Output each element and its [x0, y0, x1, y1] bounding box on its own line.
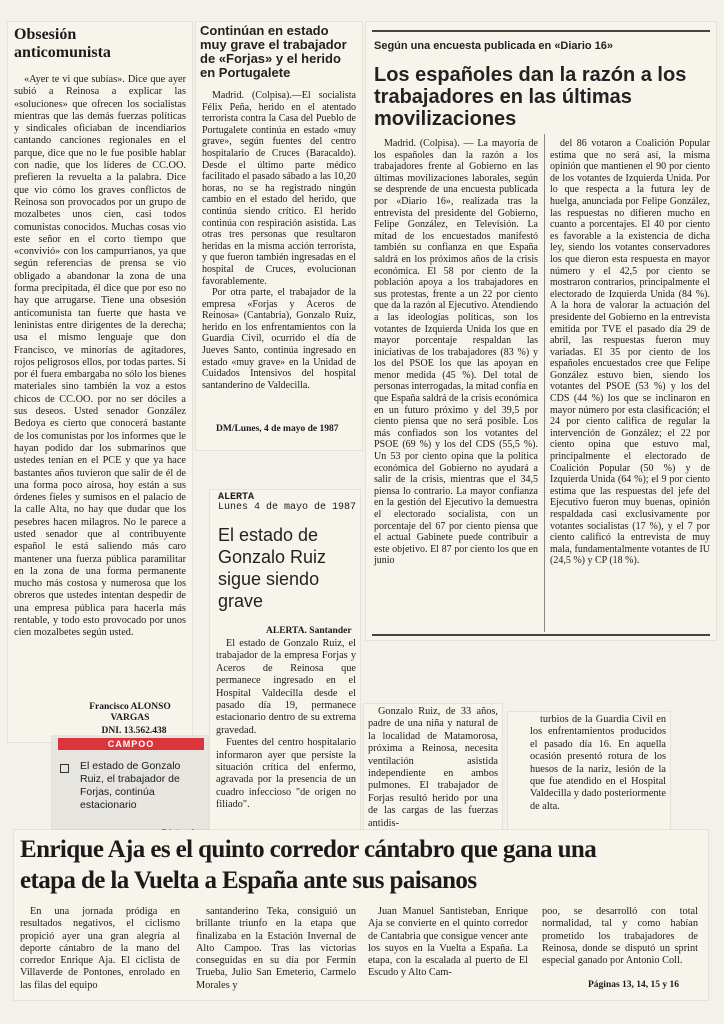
obsesion-signature: Francisco ALONSO VARGAS: [89, 702, 171, 723]
encuesta-col2: [550, 138, 710, 567]
encuesta-col1: [374, 138, 538, 567]
alerta-col2-text: Gonzalo Ruiz, de 33 años, padre de una niña y natural de la localidad de Matamorosa, próxima a Reinosa, necesita ventilación asistida independiente en ambos pulmones. El trabajador de Forjas resultó herido por una de las cargas de las fuerzas antidis-: [368, 706, 498, 829]
clip-alerta-col3: [508, 712, 670, 840]
aja-col1-text: En una jornada pródiga en resultados negativos, el ciclismo propició ayer una gran alegría al deporte cántabro de la mano del corredor Enrique Aja. El ciclista de Villaverde de Pontones, enrolado en las filas del equipo: [20, 906, 180, 991]
alerta-body: [216, 638, 356, 812]
alerta-date: Lunes 4 de mayo de 1987: [218, 502, 357, 513]
campoo-item: El estado de Gonzalo Ruiz, el trabajador de Forjas, continúa estacionario: [80, 760, 181, 811]
alerta-p1: El estado de Gonzalo Ruiz, el trabajador de la empresa Forjas y Aceros de Reinosa que permanece ingresado en el Hospital Valdecilla desde el pasado día 19, permanece estacionario dentro de su extrema gravedad.: [216, 638, 356, 736]
alerta-col2: [368, 706, 498, 830]
forjas-title: Continúan en estado muy grave el trabajador de «Forjas» y el herido en Portugalete: [200, 23, 347, 80]
obsesion-text: «Ayer te vi que subías». Dice que ayer subió a Reinosa a explicar las «soluciones» que ofrecen los socialistas mientras que las demás fuerzas políticas y sindicales oficiaban de incendiarios cantando canciones regionales en el parque, dice que no le fue posible hablar con nadie, que los líderes de CC.OO. prefieren la revuelta a la palabra. Dice que vio cómo los graves conflictos de Reinosa son provocados por un grupo de mozalbetes unos cien, casi todos comunistas conocidos. Muchas cosas vio este señor en el corto tiempo que «convivió» con los campurrianos, ya que según referencias de prensa se vio obligado a abandonar la zona de una forma precipitada, él dice que por eso no hay que arrugarse. Tiene una obsesión anticomunista tan fuerte que hasta ve leninistas entre dirigentes de la derecha; usa el mismo lenguaje que don Francisco, ve minorías de agitadores, rojos peligrosos ellos, por todas partes. Si por él fuera embargaba no sólo los bienes materiales sino también la voz a estos chicos de CC.OO. por no ser dóciles a sus deseos. Usted senador González Bedoya es cierto que conocerá bastante de los comunistas por los informes que le hayan podido dar los submarinos que ustedes tenían en el PCE y que ya hace bastantes años tuvieron que salir de él de una forma poco airosa, hoy están a sus órdenes fieles y sumisos en el palacio de la calle Alta, no hay que dudar que los pesebres hacen milagros. No le parece a usted senador que al contribuyente español le está saliendo más caro mantener una fuerza pública paramilitar en la zona de una forma permanente mucho más costosa y numerosa que los obreros que ustedes intentan despedir de una empresa pública para hacerla más rentable, y todo esto provocado por unos cien mozalbetes según usted.: [14, 74, 186, 639]
alerta-p2: Fuentes del centro hospitalario informaron ayer que persiste la situación crítica del enfermo, agravada por la presencia de un cuadro infeccioso "de origen no filiado".: [216, 737, 356, 811]
alerta-col3: [530, 714, 666, 813]
aja-col4: [542, 906, 698, 967]
encuesta-col-rule: [544, 134, 545, 632]
forjas-p2: Por otra parte, el trabajador de la empresa «Forjas y Aceros de Reinosa» (Cantabria), Gonzalo Ruiz, herido en los enfrentamientos con la Guardia Civil, ocurrido el día de Jueves Santo, continúa ingresado en estado «muy grave» en la Unidad de Cuidados Intensivos del hospital santanderino de Valdecilla.: [202, 287, 356, 391]
obsesion-dni: DNI. 13.562.438: [101, 726, 167, 736]
clip-campoo: [52, 736, 208, 840]
aja-col2-text: santanderino Teka, consiguió un brillante triunfo en la etapa que finalizaba en la Estación Invernal de Alto Campoo. Tras las victorias conseguidas en su día por Fermín Trueba, Julio San Emeterio, Carmelo Morales y: [196, 906, 356, 991]
aja-col3: [368, 906, 528, 980]
aja-col2: [196, 906, 356, 992]
aja-col4-text: poo, se desarrolló con total normalidad, tal y como habían prometido los trabajadores de Reinosa, donde se disputó un sprint especial ganado por Antonio Coll.: [542, 906, 698, 967]
campoo-checkbox: [60, 764, 69, 773]
clip-encuesta: [366, 22, 716, 640]
encuesta-title: Los españoles dan la razón a los trabajadores en las últimas movilizaciones: [374, 64, 687, 130]
clip-obsesion-anticomunista: [8, 22, 192, 742]
obsesion-title: Obsesión anticomunista: [14, 26, 111, 61]
alerta-header: ALERTA: [218, 492, 255, 503]
alerta-col3-text: turbios de la Guardia Civil en los enfrentamientos producidos el pasado día 16. En aquella ocasión presentó rotura de los huesos de la nariz, lesión de la que fue atendido en el Hospital Valdecilla y dado posteriormente de alta.: [530, 714, 666, 812]
aja-pages: Páginas 13, 14, 15 y 16: [588, 980, 680, 990]
campoo-header: CAMPOO: [107, 739, 155, 749]
clip-alerta: [210, 490, 360, 840]
clip-aja: [14, 830, 708, 1000]
aja-col3-text: Juan Manuel Santisteban, Enrique Aja se convierte en el quinto corredor de Cantabria que consigue vencer ante los suyos en la Vuelta a España. La etapa, con la escalada al puerto de El Escudo y Alto Cam-: [368, 906, 528, 979]
forjas-p1: Madrid. (Colpisa).—El socialista Félix Peña, herido en el atentado terrorista contra la Casa del Pueblo de Portugalete continúa en estado «muy grave», según fuentes del centro hospitalario de Cruces (Baracaldo). Desde el último parte médico facilitado el pasado sábado a las 10,20 horas, no se ha registrado ningún cambio en el estado del herido, que continúa siendo crítico. El herido continúa con respiración asistida. Las otras tres personas que resultaron heridas en la misma acción terrorista, y que fueron también ingresadas en el hospital de Cruces, evolucionan favorablemente.: [202, 90, 356, 287]
clip-forjas: [196, 22, 362, 450]
encuesta-bottom-rule: [372, 634, 710, 636]
alerta-dateline: ALERTA. Santander: [266, 626, 352, 636]
encuesta-col1-text: Madrid. (Colpisa). — La mayoría de los españoles dan la razón a los trabajadores frente al Gobierno en las últimas movilizaciones laborales, según se desprende de una encuesta publicada por «Diario 16», realizada tras la entrevista del presidente del Gobierno, Felipe González, en Televisión. La mitad de los encuestados manifestó también su confianza en que España saldrá en los próximos años de la crisis económica. El 58 por ciento de la población apoya a los trabajadores en sus protestas, frente a un 22 por ciento que da la razón al Ejecutivo. Atendiendo a las ideologías políticas, son los votantes de Izquierda Unida los que en mayor porcentaje respaldan las iniciativas de los trabajadores (83 %) y los del PSOE los que las apoyan en menor medida (45 %). Del total de personas interrogadas, la mitad confía en que España saldrá de la crisis económica en un futuro próximo y del 39,5 por ciento piensa que no será posible. Los más confiados son los votantes del PSOE (69 %) y los del CDS (55,5 %). Un 53 por ciento opina que la política económica del Gobierno no ayudará a salir de la crisis, mientras que el 34,5 piensa lo contrario. La mayor confianza en la gestión del Ejecutivo la demuestra el electorado socialista, con un porcentaje del 67 por ciento piensa que el actual Gabinete puede contribuir a este objetivo. El 87 por ciento los que en junio: [374, 138, 538, 567]
alerta-title: El estado de Gonzalo Ruiz sigue siendo grave: [218, 525, 327, 611]
clip-alerta-col2: [364, 704, 502, 840]
encuesta-kicker: Según una encuesta publicada en «Diario 16»: [374, 40, 614, 52]
encuesta-col2-text: del 86 votaron a Coalición Popular estima que no será así, la misma opinión que mantienen el 90 por ciento de los votantes de Izquierda Unida. Por lo que respecta a la futura ley de huelga, anunciada por Felipe González, las respuestas no difieren mucho en cuanto a porcentajes. El 40 por ciento es favorable a la existencia de dicha ley, siendo los votantes conservadores los que dieron esta respuesta en mayor número y el 42,5 por ciento se mostraron contrarios, principalmente el electorado de Izquierda Unida (84 %). A la hora de valorar la actuación del presidente del Gobierno en la entrevista emitida por TVE el pasado día 29 de abril, las respuestas fueron muy variadas. El 35 por ciento de los españoles encuestados cree que Felipe González estuvo bien, siendo los votantes del PSOE (53 %) y los del CDS (44 %) los que se inclinaron en mayor número por esta clasificación; el 24 por ciento califica de regular la intervención de González; el 22 por ciento opina que estuvo mal, principalmente el electorado de Coalición Popular (50 %) y de Izquierda Unida (64 %); el 9 por ciento estima que las respuestas del jefe del Ejecutivo fueron muy buenas, opinión respaldada casi exclusivamente por votantes socialistas (17 %), y el 7 por ciento calificó la entrevista de muy mala, fundamentalmente votantes de IU (24,5 %) y CP (18 %).: [550, 138, 710, 567]
forjas-body: [202, 90, 356, 391]
encuesta-top-rule: [372, 30, 710, 32]
aja-col1: [20, 906, 180, 992]
forjas-dateline: DM/Lunes, 4 de mayo de 1987: [216, 424, 339, 434]
aja-title: Enrique Aja es el quinto corredor cántabro que gana una etapa de la Vuelta a España ante sus paisanos: [20, 836, 597, 894]
obsesion-body: [14, 74, 186, 640]
